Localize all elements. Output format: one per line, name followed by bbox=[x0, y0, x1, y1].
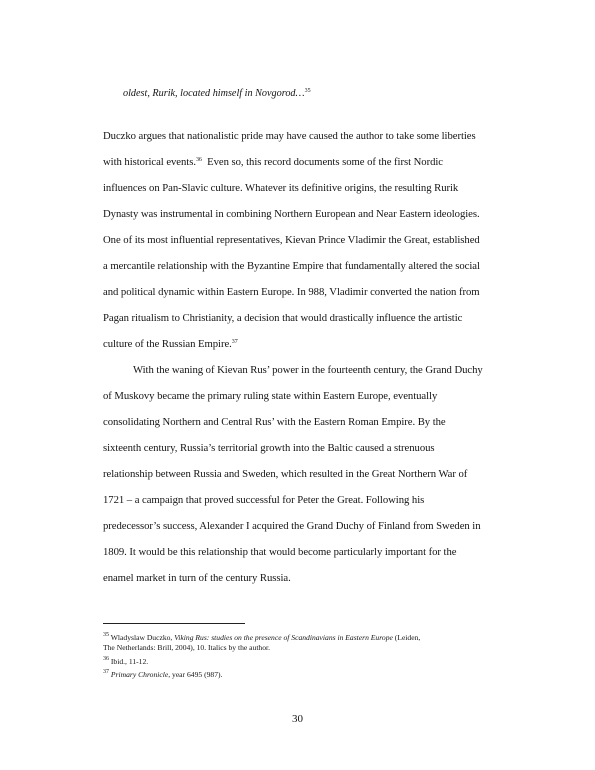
footnote-35 bbox=[103, 632, 420, 642]
paragraph-line: Pagan ritualism to Christianity, a decision that would drastically influence the artistic bbox=[103, 312, 463, 324]
paragraph-line: Dynasty was instrumental in combining Northern European and Near Eastern ideologies. bbox=[103, 208, 480, 220]
footnote-divider bbox=[103, 623, 245, 624]
paragraph-line: With the waning of Kievan Rus’ power in the fourteenth century, the Grand Duchy bbox=[133, 364, 483, 376]
paragraph-line: a mercantile relationship with the Byzantine Empire that fundamentally altered the social bbox=[103, 260, 480, 272]
paragraph-line: and political dynamic within Eastern Europe. In 988, Vladimir converted the nation from bbox=[103, 286, 480, 298]
quote-text: oldest, Rurik, located himself in Novgorod… bbox=[123, 88, 305, 99]
page-number: 30 bbox=[292, 713, 303, 725]
footnote-book-title: Viking Rus: studies on the presence of Scandinavians in Eastern Europe bbox=[174, 633, 393, 642]
footnote-36 bbox=[103, 656, 148, 666]
paragraph-line: 1809. It would be this relationship that would become particularly important for the bbox=[103, 546, 457, 558]
paragraph-line: influences on Pan-Slavic culture. Whatever its definitive origins, the resulting Rurik bbox=[103, 182, 459, 194]
paragraph-line: 1721 – a campaign that proved successful for Peter the Great. Following his bbox=[103, 494, 425, 506]
footnote-ref-37: 37 bbox=[231, 339, 238, 345]
footnote-ref-35: 35 bbox=[304, 88, 311, 94]
paragraph-line: sixteenth century, Russia’s territorial growth into the Baltic caused a strenuous bbox=[103, 442, 435, 454]
paragraph-line bbox=[103, 156, 443, 168]
footnote-35-continued: The Netherlands: Brill, 2004), 10. Italics by the author. bbox=[103, 643, 271, 652]
paragraph-line bbox=[103, 338, 238, 350]
paragraph-line: Duczko argues that nationalistic pride may have caused the author to take some liberties bbox=[103, 130, 476, 142]
line-text: culture of the Russian Empire. bbox=[103, 338, 232, 350]
footnote-text: Wladyslaw Duczko, bbox=[109, 633, 175, 642]
footnote-text: , year 6495 (987). bbox=[168, 670, 223, 679]
line-text: Even so, this record documents some of the first Nordic bbox=[201, 156, 443, 168]
line-text: with historical events. bbox=[103, 156, 196, 168]
paragraph-line: relationship between Russia and Sweden, which resulted in the Great Northern War of bbox=[103, 468, 468, 480]
footnote-37 bbox=[103, 669, 222, 679]
footnote-source-title: Primary Chronicle bbox=[110, 670, 169, 679]
paragraph-line: enamel market in turn of the century Russia. bbox=[103, 572, 291, 584]
paragraph-line: predecessor’s success, Alexander I acquired the Grand Duchy of Finland from Sweden in bbox=[103, 520, 481, 532]
paragraph-line: One of its most influential representatives, Kievan Prince Vladimir the Great, established bbox=[103, 234, 480, 246]
footnote-ref-36: 36 bbox=[195, 157, 202, 163]
paragraph-line: of Muskovy became the primary ruling state within Eastern Europe, eventually bbox=[103, 390, 438, 402]
footnote-text: (Leiden, bbox=[392, 633, 421, 642]
footnote-number: 37 bbox=[103, 669, 109, 675]
block-quote bbox=[123, 88, 311, 99]
paragraph-line: consolidating Northern and Central Rus’ with the Eastern Roman Empire. By the bbox=[103, 416, 446, 428]
footnote-number: 35 bbox=[103, 632, 109, 638]
footnote-number: 36 bbox=[103, 656, 109, 662]
footnote-text: Ibid., 11-12. bbox=[109, 657, 149, 666]
